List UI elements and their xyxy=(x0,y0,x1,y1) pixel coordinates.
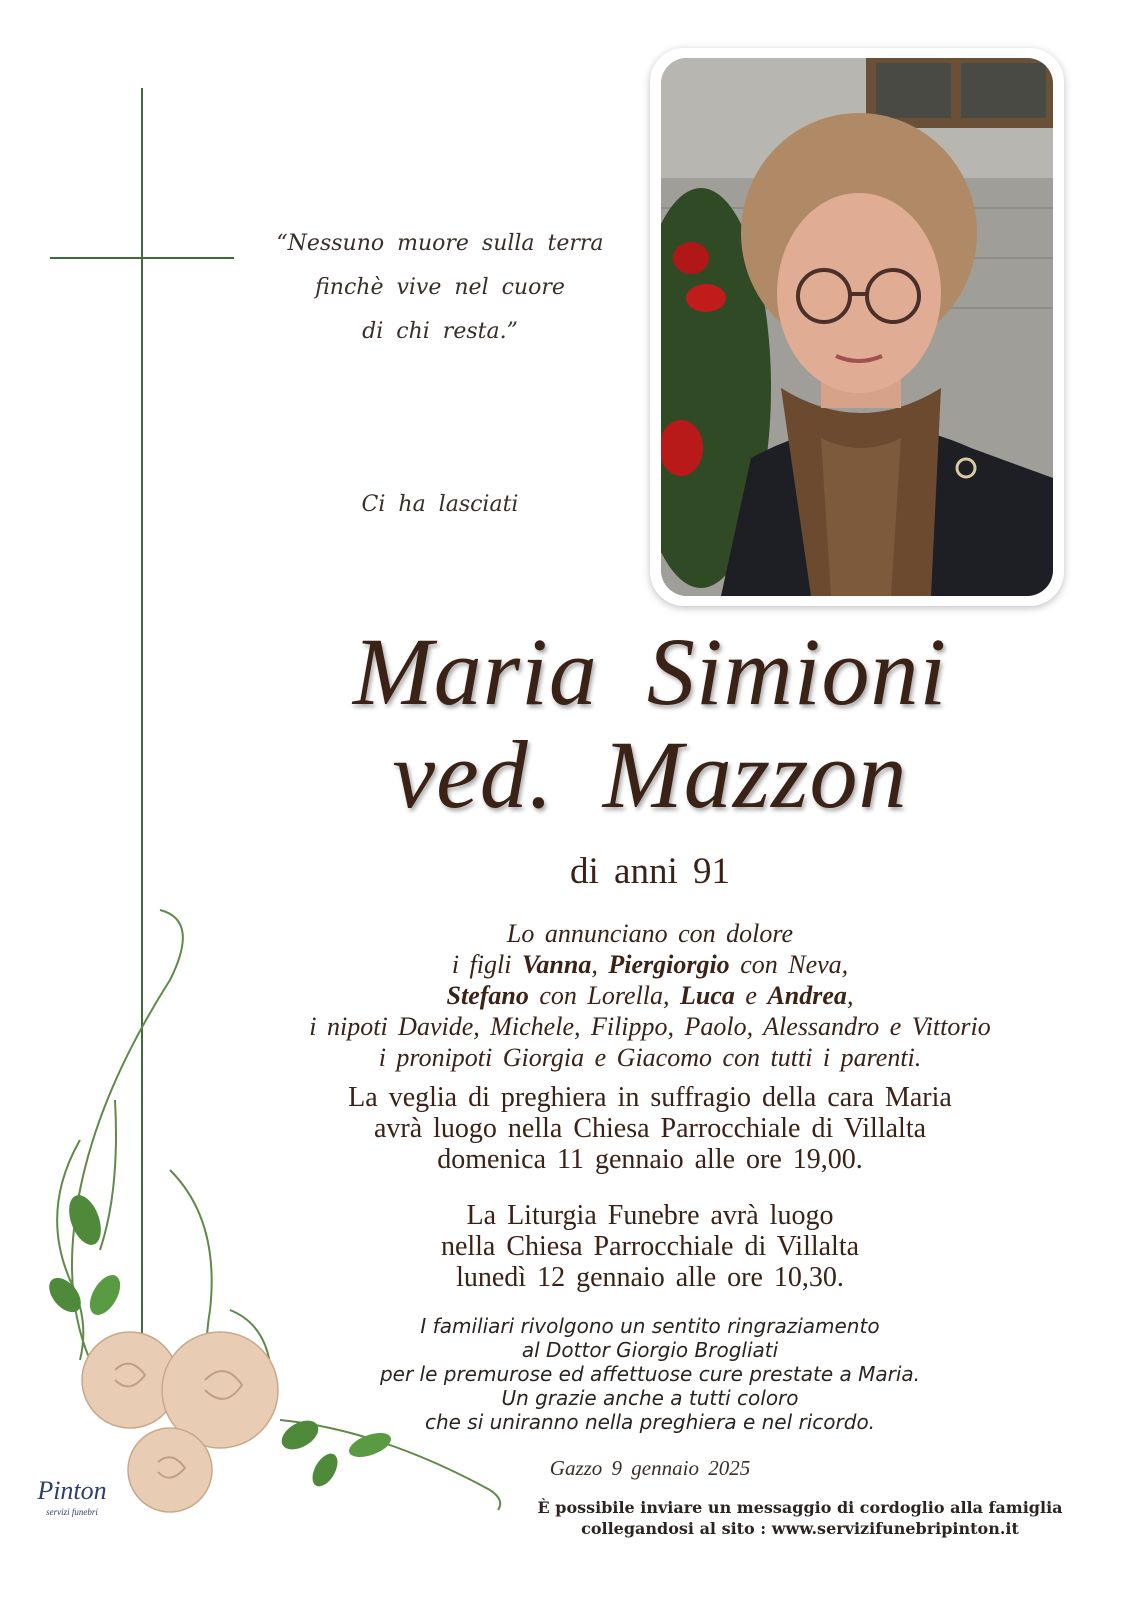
funeral-line-2: nella Chiesa Parrocchiale di Villalta xyxy=(440,1231,860,1262)
vigil-line-2: avrà luogo nella Chiesa Parrocchiale di Villalta xyxy=(373,1113,927,1144)
rose-bouquet-icon xyxy=(20,890,520,1530)
thanks-line-1: I familiari rivolgono un sentito ringraziamento xyxy=(420,1314,880,1338)
thanks-line-4: Un grazie anche a tutti coloro xyxy=(501,1386,799,1410)
place-date: Gazzo 9 gennaio 2025 xyxy=(549,1456,751,1480)
announce-children-prefix: i figli xyxy=(451,950,512,979)
age-text: di anni 91 xyxy=(570,851,730,892)
logo-subtitle: servizi funebri xyxy=(46,1507,98,1517)
child-name: Stefano xyxy=(446,981,529,1010)
thanks-line-3: per le premurose ed affettuose cure prestate a Maria. xyxy=(379,1362,921,1386)
vigil-line-1: La veglia di preghiera in suffragio della cara Maria xyxy=(348,1082,952,1113)
quote-line-2: finchè vive nel cuore xyxy=(315,275,565,300)
child-name: Vanna xyxy=(521,950,592,979)
deceased-married-name: ved. Mazzon xyxy=(392,721,908,828)
announce-great-grandchildren: i pronipoti Giorgia e Giacomo con tutti i parenti. xyxy=(378,1043,922,1072)
cross-icon-horizontal xyxy=(50,257,234,259)
announce-grandchildren: i nipoti Davide, Michele, Filippo, Paolo, Alessandro e Vittorio xyxy=(309,1012,991,1041)
announce-line-1: Lo annunciano con dolore xyxy=(506,919,794,948)
quote-line-1: “Nessuno muore sulla terra xyxy=(276,231,604,256)
child-name: Andrea xyxy=(767,981,847,1010)
logo-name: Pinton xyxy=(37,1476,107,1505)
separator: , xyxy=(591,950,598,979)
portrait-photo xyxy=(661,58,1053,596)
condolence-footer xyxy=(500,1497,1100,1539)
footer-line-1: È possibile inviare un messaggio di cordoglio alla famiglia xyxy=(537,1498,1063,1517)
child-name: Luca xyxy=(680,981,735,1010)
funeral-line-3: lunedì 12 gennaio alle ore 10,30. xyxy=(456,1262,844,1293)
funeral-line-1: La Liturgia Funebre avrà luogo xyxy=(466,1200,834,1231)
spouse-text: con Neva, xyxy=(740,950,849,979)
vigil-line-3: domenica 11 gennaio alle ore 19,00. xyxy=(437,1144,863,1175)
portrait-frame xyxy=(650,48,1064,606)
separator: , xyxy=(846,981,854,1010)
footer-line-2: collegandosi al sito : www.servizifunebripinton.it xyxy=(581,1519,1019,1538)
conjunction: e xyxy=(745,981,757,1010)
quote xyxy=(250,222,630,354)
child-name: Piergiorgio xyxy=(608,950,730,979)
thanks-line-5: che si uniranno nella preghiera e nel ricordo. xyxy=(424,1410,876,1434)
left-us-text: Ci ha lasciati xyxy=(361,492,519,517)
thanks-line-2: al Dottor Giorgio Brogliati xyxy=(521,1338,779,1362)
funeral-home-logo xyxy=(22,1474,122,1526)
quote-line-3: di chi resta.” xyxy=(362,319,518,344)
spouse-text: con Lorella, xyxy=(539,981,670,1010)
deceased-name: Maria Simioni xyxy=(352,618,948,725)
